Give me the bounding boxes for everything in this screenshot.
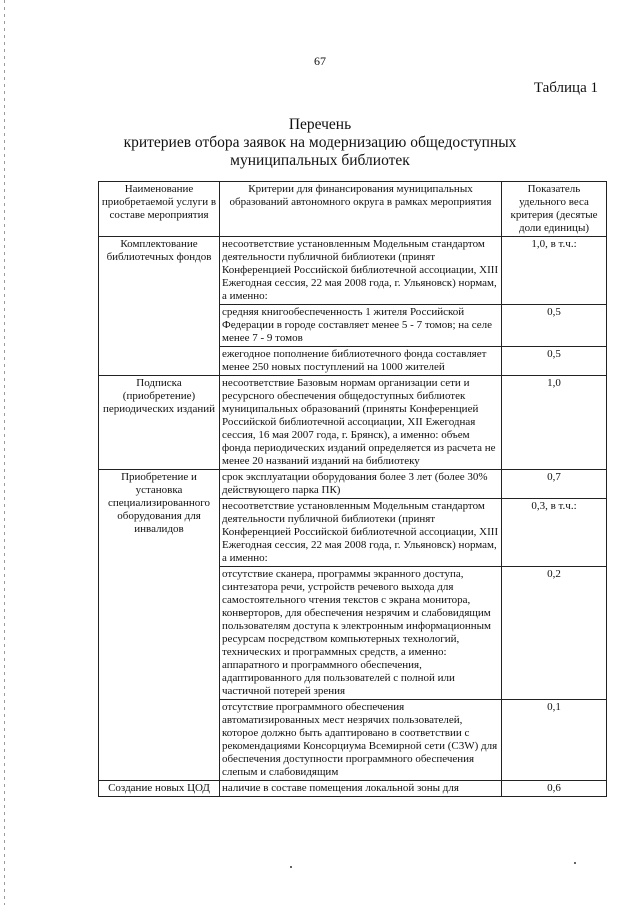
scan-speck: [574, 862, 576, 864]
criterion-cell: отсутствие программного обеспечения автоматизированных мест незрячих пользователей, которое должно быть адаптировано в соответствии с рекомендациями Консорциума Всемирной сети (C3W) для обеспечения доступности программного обеспечения слепым и слабовидящим: [220, 700, 502, 781]
title-line: муниципальных библиотек: [230, 152, 410, 169]
service-cell: Подписка (приобретение) периодических изданий: [99, 376, 220, 470]
table-row: [99, 376, 607, 470]
criterion-cell: несоответствие Базовым нормам организации сети и ресурсного обеспечения общедоступных библиотек муниципальных образований (приняты Конференцией Российской библиотечной ассоциации, XII Ежегодная сессия, 16 мая 2007 года, г. Брянск), а именно: объем фонда периодических изданий определяется из расчета не менее 20 названий изданий на библиотеку: [220, 376, 502, 470]
criterion-cell: несоответствие установленным Модельным стандартом деятельности публичной библиотеки (принят Конференцией Российской библиотечной ассоциации, XIII Ежегодная сессия, 22 мая 2008 года, г. Ульяновск) нормам, а именно:: [220, 499, 502, 567]
weight-cell: 0,6: [502, 781, 607, 797]
criterion-cell: срок эксплуатации оборудования более 3 лет (более 30% действующего парка ПК): [220, 470, 502, 499]
header-service: Наименование приобретаемой услуги в составе мероприятия: [99, 182, 220, 237]
table-row: [99, 470, 607, 499]
table-row: [99, 781, 607, 797]
service-cell: Создание новых ЦОД: [99, 781, 220, 797]
criterion-cell: наличие в составе помещения локальной зоны для: [220, 781, 502, 797]
weight-cell: 1,0, в т.ч.:: [502, 237, 607, 305]
weight-cell: 0,2: [502, 567, 607, 700]
criteria-table: [98, 181, 607, 797]
weight-cell: 0,5: [502, 347, 607, 376]
weight-cell: 1,0: [502, 376, 607, 470]
title-line: Перечень: [288, 116, 352, 133]
weight-cell: 0,1: [502, 700, 607, 781]
header-criteria: Критерии для финансирования муниципальных образований автономного округа в рамках мероприятия: [220, 182, 502, 237]
service-cell: Комплектование библиотечных фондов: [99, 237, 220, 376]
criterion-cell: ежегодное пополнение библиотечного фонда составляет менее 250 новых поступлений на 1000 жителей: [220, 347, 502, 376]
document-title: [0, 116, 640, 170]
table-label: Таблица 1: [533, 80, 598, 96]
criterion-cell: отсутствие сканера, программы экранного доступа, синтезатора речи, устройств речевого выхода для самостоятельного чтения текстов с экрана монитора, конверторов, для обеспечения незрячим и слабовидящим пользователям доступа к электронным информационным ресурсам посредством компьютерных технологий, технических и программных средств, а именно: аппаратного и программного обеспечения, адаптированного для пользователей с полной или частичной потерей зрения: [220, 567, 502, 700]
header-weight: Показатель удельного веса критерия (десятые доли единицы): [502, 182, 607, 237]
weight-cell: 0,7: [502, 470, 607, 499]
weight-cell: 0,3, в т.ч.:: [502, 499, 607, 567]
criterion-cell: средняя книгообеспеченность 1 жителя Российской Федерации в городе составляет менее 5 - 7 томов; на селе менее 7 - 9 томов: [220, 305, 502, 347]
service-cell: Приобретение и установка специализированного оборудования для инвалидов: [99, 470, 220, 781]
criterion-cell: несоответствие установленным Модельным стандартом деятельности публичной библиотеки (принят Конференцией Российской библиотечной ассоциации, XIII Ежегодная сессия, 22 мая 2008 года, г. Ульяновск) нормам, а именно:: [220, 237, 502, 305]
title-line: критериев отбора заявок на модернизацию общедоступных: [123, 134, 517, 151]
table-row: [99, 237, 607, 305]
scan-speck: [290, 866, 292, 868]
weight-cell: 0,5: [502, 305, 607, 347]
page-number: 67: [314, 54, 326, 68]
table-header-row: [99, 182, 607, 237]
